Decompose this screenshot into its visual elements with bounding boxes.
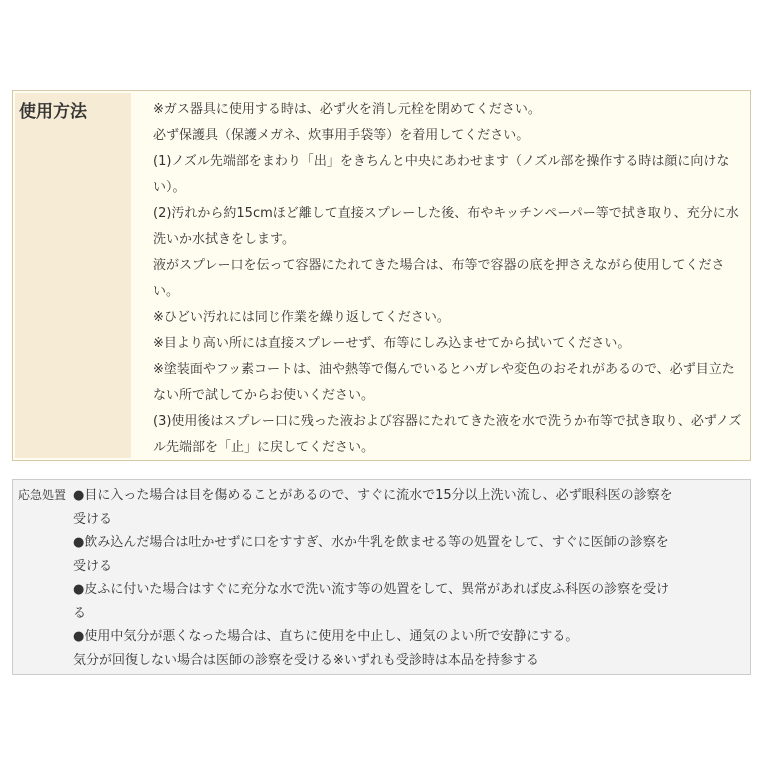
usage-line: (2)汚れから約15cmほど離して直接スプレーした後、布やキッチンペーパー等で拭き取り、充分に水 [153,206,739,221]
usage-title: 使用方法 [15,93,131,458]
emergency-section [12,479,751,675]
usage-line: ※目より高い所には直接スプレーせず、布等にしみ込ませてから拭いてください。 [153,336,631,351]
usage-line: い）。 [153,180,186,195]
usage-line: 液がスプレー口を伝って容器にたれてきた場合は、布等で容器の底を押さえながら使用してくださ [153,258,725,273]
emergency-line: ●飲み込んだ場合は吐かせずに口をすすぎ、水か牛乳を飲ませる等の処置をして、すぐに医師の診察を [73,535,669,550]
emergency-line: る [73,605,87,621]
emergency-line: ●目に入った場合は目を傷めることがあるので、すぐに流水で15分以上洗い流し、必ず眼科医の診察を [73,488,673,503]
emergency-instructions [73,484,743,672]
emergency-line: ●皮ふに付いた場合はすぐに充分な水で洗い流す等の処置をして、異常があれば皮ふ科医の診察を受け [73,582,670,597]
usage-line: 洗いか水拭きをします。 [153,232,295,247]
usage-line: ない所で試してからお使いください。 [153,388,375,403]
emergency-line: 気分が回復しない場合は医師の診察を受ける※いずれも受診時は本品を持参する [73,652,539,668]
emergency-line: ●使用中気分が悪くなった場合は、直ちに使用を中止し、通気のよい所で安静にする。 [73,629,579,644]
usage-section [12,90,751,461]
usage-instructions [153,97,743,461]
usage-line: ル先端部を「止」に戻してください。 [153,440,375,455]
usage-line: ※ガス器具に使用する時は、必ず火を消し元栓を閉めてください。 [153,102,541,117]
emergency-line: 受ける [73,558,113,574]
emergency-title: 応急処置 [18,488,67,502]
usage-line: (3)使用後はスプレー口に残った液および容器にたれてきた液を水で洗うか布等で拭き取り、必ずノズ [153,414,742,429]
usage-line: い。 [153,284,180,299]
usage-line: 必ず保護具（保護メガネ、炊事用手袋等）を着用してください。 [153,128,530,143]
usage-line: (1)ノズル先端部をまわり「出」をきちんと中央にあわせます（ノズル部を操作する時は顔に向けな [153,154,730,169]
usage-line: ※塗装面やフッ素コートは、油や熱等で傷んでいるとハガレや変色のおそれがあるので、必ず目立た [153,362,735,377]
emergency-line: 受ける [73,511,113,527]
usage-line: ※ひどい汚れには同じ作業を繰り返してください。 [153,310,450,325]
